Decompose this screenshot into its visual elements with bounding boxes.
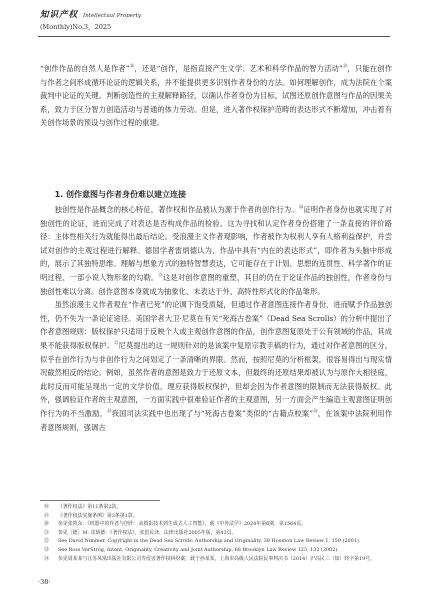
- paragraph-text: ，在该案中法院利用作者意图规则，强调古: [40, 408, 393, 432]
- paragraph: [40, 298, 392, 434]
- footnote-marker[interactable]: ⑲: [342, 64, 348, 70]
- journal-name-cn: 知识产权: [40, 10, 79, 20]
- footnote: [40, 529, 392, 538]
- paragraphs-main: [40, 203, 392, 434]
- footnote-number: ⑳: [44, 521, 49, 528]
- footnote-marker[interactable]: ㉔: [312, 409, 318, 415]
- footnote-marker[interactable]: ⑳: [298, 205, 304, 211]
- footnote-text: 《著作权法实施条例》第3条第1款。: [58, 512, 138, 519]
- section-heading: 1. 创作意图与作者身份难以建立连接: [54, 190, 186, 199]
- paragraph-text: 证明作者身份也就实现了对独创性的论证，进而完成了对表达是否构成作品的检验。这为寻找和认定作者身份搭建了一条直接的评价路径：主体性相关行为就能得出最后结论。受浪漫主义作者观影响，作者被作为权利人享有人格利益保护，并尝试对创作的主观过程进行解释。德国学者雷炳德认为，作品中具有“内在的表达形式”，即作者为头脑中形成的，展示了其独特思维、理解与想象方式的独特智慧表达，它可能存在于计划、思想的连贯性、科学著作的证明过程、一部小说人物形象的勾勒。: [40, 205, 393, 282]
- footnote: [40, 512, 392, 521]
- journal-title-line: [40, 10, 390, 22]
- paragraph-text: ，只能在创作与作者之间形成循环论证的逻辑关系，并不能提供更多识别作者身份的方法。如何理解创作，成为法院在个案裁判中论证的关键。判断创造性的主观解释路径，以确认作者身份为目标，试图还原创作意图与作品的因果关系，致力于区分智力创造活动与普通的体力劳动。但是，进入著作权保护范畴的表达形式不断增加，冲击着有关创作场景的预设与创作过程的重建。: [40, 64, 393, 128]
- footnote-text: 参见［德］M. 雷炳德：《著作权法》，张恩民译，法律出版社2005年版，第43页。: [58, 529, 237, 536]
- paragraph: [40, 62, 392, 130]
- body-section: [40, 188, 392, 434]
- footnote-number: ⑱: [44, 504, 49, 510]
- paragraph-text: 这是对创作意图的重塑，其目的仍在于论证作品的独创性，作者身份与独创性难以分离。创作意图本身就成为抽象化、未表达于外、高特性形式化的作品雏形。: [40, 272, 393, 296]
- footnote-marker[interactable]: ㉑: [158, 273, 163, 279]
- paragraph-text: “创作作品的自然人是作者”: [40, 64, 130, 73]
- footnote-text: 参见张凯东：《机器中的作者与创作：从摄影技术到生成式人工智能》，载《中外法学》2024年第6期，第1564页。: [58, 521, 307, 528]
- paragraph-text: 虽然浪漫主义作者观在“作者已死”的论调下饱受质疑，但通过作者意图连接作者身份，进而赋予作品独创性，仍不失为一条论证途径。美国学者大卫·尼莫在有关“死海古卷案”（Dead Sea Scrolls）的分析中提出了作者意图规则：版权保护只适用于反映个人或主观创作意图的作品，创作意图复原处于公有领域的作品，其成果不能获得版权保护。: [40, 300, 392, 350]
- paragraphs-top: [40, 62, 392, 130]
- footnote: [40, 555, 392, 564]
- footnote: [40, 546, 392, 555]
- paragraph: [40, 203, 392, 298]
- running-header: [40, 10, 390, 32]
- footnote-marker[interactable]: ⑱: [129, 64, 135, 70]
- paragraph-text: 我国司法实践中也出现了与“死海古卷案”类似的“古籍点校案”: [111, 408, 313, 418]
- footnote: [40, 503, 392, 512]
- footnote-divider: [40, 500, 160, 501]
- footnote-number: ㉑: [44, 529, 49, 536]
- paragraph-text: 独创性是作品概念的核心特征，著作权和作品被认为源于作者的创作行为。: [54, 205, 299, 214]
- paragraph-text: 尼莫提出的这一规则针对的是该案中复原宗教手稿的行为，通过对作者意图的区分，似乎在创作行为与非创作行为之间划定了一条清晰的界限。然而，按照尼莫的分析框架，很容易得出与现实情况截然相反的结论。例如，虽然作者的意图是致力于还原文本，但最终的还原结果却被认为与原作大相径庭，此时反而可能呈现出一定的文学价值，理应获得版权保护，但却会因为作者意图的限制而无法获得版权。此外，强调验证作者的主观意图，一方面实践中很难验证作者的主观意图，另一方面会产生编造主观意图证明创作行为的不当激励。: [40, 340, 393, 418]
- footnote-number: ㉔: [44, 555, 49, 562]
- footnote: [40, 520, 392, 529]
- footnote-marker[interactable]: ㉓: [106, 409, 112, 415]
- footnote-number: ⑲: [44, 512, 49, 519]
- footnote-text: 参见周某某与江苏凤凰出版社有限公司等侵害著作权纠纷案，载于孙某某，上海市高级人民法院民事判决书（2014）沪高民三（知）终字第19号。: [58, 555, 376, 562]
- footnotes: [40, 503, 392, 563]
- footnote-text: 《著作权法》第11条第2款。: [58, 504, 122, 510]
- body-top: [40, 62, 392, 130]
- footnote-marker[interactable]: ㉒: [113, 341, 119, 347]
- issue-number: (Monthly)No.3，2025: [40, 23, 112, 31]
- footnote-number: ㉓: [44, 546, 49, 553]
- header-divider: [38, 36, 390, 37]
- footnote-text: See Ross VerStrog, Intent, Originality, Creativity and Joint Authorship, 68 Brooklyn Law Review 123, 132 (2002).: [58, 546, 339, 553]
- paragraph-text: ，还是“创作，是指直接产生文学、艺术和科学作品的智力活动”: [134, 64, 343, 73]
- page-number: ·38·: [38, 578, 51, 586]
- footnote-text: See David Nimmer, Copyright in the Dead Sea Scrolls: Authorship and Originality, 38 Houston Law Review 1, 159 (2001).: [58, 538, 361, 545]
- footnote: [40, 537, 392, 546]
- footnote-number: ㉒: [44, 538, 49, 545]
- journal-name-en: Intellectual Property: [83, 13, 141, 19]
